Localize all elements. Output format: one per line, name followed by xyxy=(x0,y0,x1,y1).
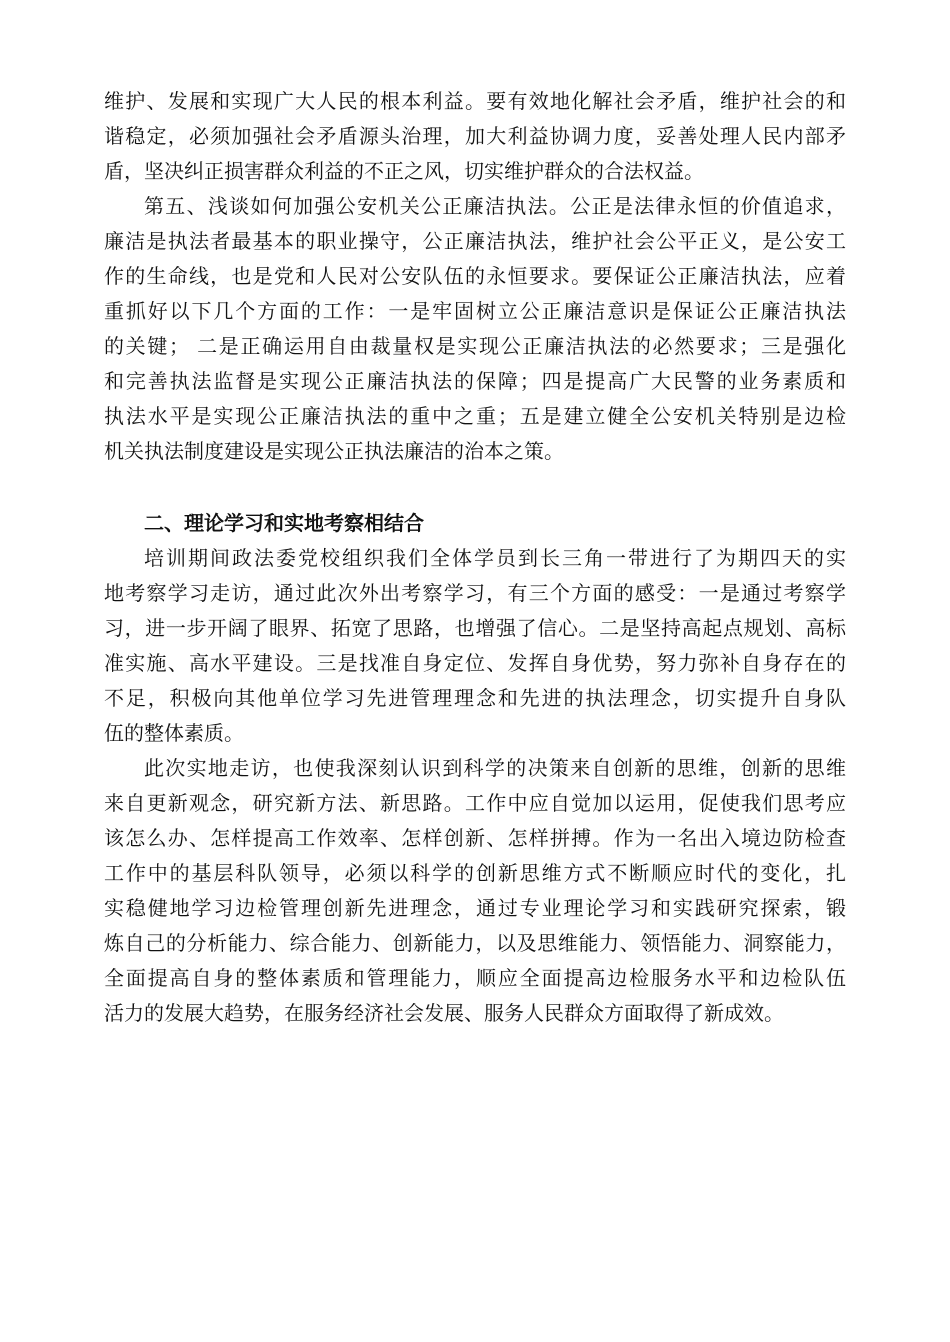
text-line: 炼自己的分析能力、综合能力、创新能力，以及思维能力、领悟能力、洞察能力， xyxy=(104,931,846,955)
text-line: 准实施、高水平建设。三是找准自身定位、发挥自身优势，努力弥补自身存在的 xyxy=(104,651,846,675)
text-line: 伍的整体素质。 xyxy=(104,721,244,745)
text-line: 活力的发展大趋势，在服务经济社会发展、服务人民群众方面取得了新成效。 xyxy=(104,1001,784,1025)
text-line: 廉洁是执法者最基本的职业操守，公正廉洁执法，维护社会公平正义，是公安工 xyxy=(104,229,846,253)
text-line: 全面提高自身的整体素质和管理能力，顺应全面提高边检服务水平和边检队伍 xyxy=(104,966,846,990)
document-page xyxy=(104,84,846,1031)
text-line: 重抓好以下几个方面的工作：一是牢固树立公正廉洁意识是保证公正廉洁执法 xyxy=(104,299,846,323)
text-line: 执法水平是实现公正廉洁执法的重中之重；五是建立健全公安机关特别是边检 xyxy=(104,404,846,428)
paragraph-1 xyxy=(104,84,846,189)
paragraph-2 xyxy=(104,189,846,469)
paragraph-4 xyxy=(104,751,846,1031)
text-line: 工作中的基层科队领导，必须以科学的创新思维方式不断顺应时代的变化，扎 xyxy=(104,861,846,885)
text-line: 第五、浅谈如何加强公安机关公正廉洁执法。公正是法律永恒的价值追求， xyxy=(144,194,846,218)
text-line: 该怎么办、怎样提高工作效率、怎样创新、怎样拼搏。作为一名出入境边防检查 xyxy=(104,826,846,850)
text-line: 和完善执法监督是实现公正廉洁执法的保障；四是提高广大民警的业务素质和 xyxy=(104,369,846,393)
text-line: 培训期间政法委党校组织我们全体学员到长三角一带进行了为期四天的实 xyxy=(144,546,846,570)
text-line: 的关键； 二是正确运用自由裁量权是实现公正廉洁执法的必然要求；三是强化 xyxy=(104,334,846,358)
section-spacer xyxy=(104,469,846,506)
text-line: 此次实地走访，也使我深刻认识到科学的决策来自创新的思维，创新的思维 xyxy=(144,756,846,780)
text-line: 维护、发展和实现广大人民的根本利益。要有效地化解社会矛盾，维护社会的和 xyxy=(104,89,846,113)
text-line: 谐稳定，必须加强社会矛盾源头治理，加大利益协调力度，妥善处理人民内部矛 xyxy=(104,124,846,148)
text-line: 作的生命线，也是党和人民对公安队伍的永恒要求。要保证公正廉洁执法，应着 xyxy=(104,264,846,288)
text-line: 地考察学习走访，通过此次外出考察学习，有三个方面的感受：一是通过考察学 xyxy=(104,581,846,605)
text-line: 盾，坚决纠正损害群众利益的不正之风，切实维护群众的合法权益。 xyxy=(104,159,704,183)
text-line: 不足，积极向其他单位学习先进管理理念和先进的执法理念，切实提升自身队 xyxy=(104,686,846,710)
text-line: 实稳健地学习边检管理创新先进理念，通过专业理论学习和实践研究探索，锻 xyxy=(104,896,846,920)
text-line: 习，进一步开阔了眼界、拓宽了思路，也增强了信心。二是坚持高起点规划、高标 xyxy=(104,616,846,640)
text-line: 来自更新观念，研究新方法、新思路。工作中应自觉加以运用，促使我们思考应 xyxy=(104,791,846,815)
paragraph-3 xyxy=(104,541,846,751)
section-heading: 二、理论学习和实地考察相结合 xyxy=(144,511,424,535)
text-line: 机关执法制度建设是实现公正执法廉洁的治本之策。 xyxy=(104,439,564,463)
